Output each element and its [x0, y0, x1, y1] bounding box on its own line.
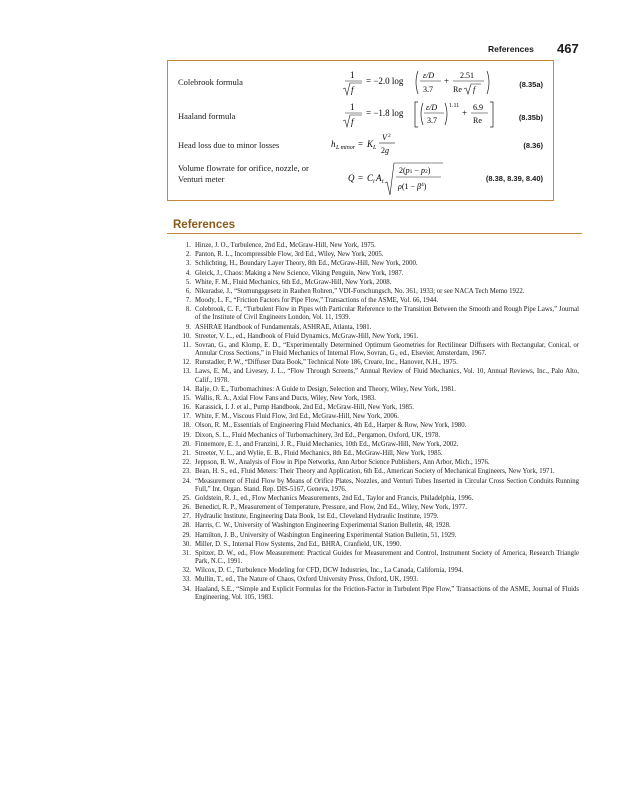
svg-text:2.51: 2.51 [460, 71, 474, 80]
svg-text:2(p1 − p2): 2(p1 − p2) [399, 166, 431, 175]
svg-text:ε/D: ε/D [426, 103, 438, 112]
reference-text: Karassick, I. J. et al., Pump Handbook, 2nd Ed., McGraw-Hill, New York, 1985. [195, 404, 414, 412]
equation-number: (8.36) [523, 141, 543, 150]
reference-number: 19. [182, 431, 191, 439]
svg-text:ε/D: ε/D [423, 71, 435, 80]
reference-item [173, 288, 579, 296]
reference-text: Wilcox, D. C., Turbulence Modeling for CFD, DCW Industries, Inc., La Canada, California, 1994. [195, 567, 464, 575]
reference-item [173, 495, 579, 503]
reference-item [173, 441, 579, 449]
svg-text:K: K [367, 139, 374, 149]
head-loss-equation [331, 133, 421, 157]
reference-text: Streeter, V. L., and Wylie, E. B., Fluid Mechanics, 8th Ed., McGraw-Hill, New York, 1985. [195, 450, 443, 458]
svg-text:i: i [373, 179, 375, 185]
reference-text: Hydraulic Institute, Engineering Data Book, 1st Ed., Cleveland Hydraulic Institute, 1979. [195, 513, 439, 521]
reference-text: White, F. M., Viscous Fluid Flow, 3rd Ed., McGraw-Hill, New York, 2006. [195, 413, 399, 421]
colebrook-equation [338, 69, 498, 99]
svg-text:2g: 2g [381, 146, 389, 155]
reference-number: 2. [185, 251, 191, 259]
reference-text: Nikuradse, J., “Stomungsgesetz in Rauhen Rohren,” VDI-Forschungsch, No. 361, 1933; or see NACA Tech Memo 1922. [195, 287, 525, 295]
reference-item [173, 368, 579, 384]
running-header-title: References [488, 44, 534, 54]
svg-text:= −1.8 log: = −1.8 log [366, 108, 404, 118]
reference-text: Laws, E. M., and Livesey, J. L., “Flow Through Screens,” Annual Review of Fluid Mechanics, Vol. 10, Annual Reviews, Inc., Palo Alto, Calif., 1978. [195, 368, 579, 384]
reference-number: 4. [185, 269, 191, 277]
svg-text:A: A [376, 173, 382, 183]
reference-item [173, 432, 579, 440]
reference-item [173, 251, 579, 259]
reference-item [173, 422, 579, 430]
svg-text:ρ(1 − β4): $\rho(1 - \beta^4)$ [398, 182, 427, 191]
reference-item [173, 522, 579, 530]
reference-item [173, 279, 579, 287]
reference-text: Miller, D. S., Internal Flow Systems, 2nd Ed., BHRA, Cranfield, UK, 1990. [195, 540, 402, 548]
reference-number: 7. [185, 297, 191, 305]
reference-number: 29. [182, 531, 191, 539]
references-divider [167, 233, 582, 234]
running-header [0, 41, 624, 58]
svg-text:=: = [358, 173, 364, 183]
reference-item [173, 260, 579, 268]
reference-item [173, 532, 579, 540]
references-heading: References [173, 219, 236, 231]
reference-number: 21. [182, 450, 191, 458]
reference-number: 23. [182, 468, 191, 476]
reference-number: 1. [185, 242, 191, 249]
reference-number: 8. [185, 306, 191, 314]
reference-text: Gleick, J., Chaos: Making a New Science, Viking Penguin, New York, 1987. [195, 269, 404, 277]
reference-item [173, 270, 579, 278]
reference-number: 22. [182, 459, 191, 467]
svg-text:=: = [358, 139, 364, 149]
formula-row-volume-flowrate [168, 161, 553, 197]
svg-text:C: C [367, 173, 374, 183]
reference-item [173, 586, 579, 602]
reference-item [173, 404, 579, 412]
reference-item [173, 504, 579, 512]
formula-name: Head loss due to minor losses [178, 140, 280, 150]
reference-text: Goldstein, R. J., ed., Flow Mechanics Measurements, 2nd Ed., Taylor and Francis, Philadelphia, 1996. [195, 494, 474, 502]
reference-item [173, 342, 579, 358]
reference-number: 14. [182, 385, 191, 393]
reference-number: 6. [185, 287, 191, 295]
reference-text: Olson, R. M., Essentials of Engineering Fluid Mechanics, 4th Ed., Harper & Row, New York, 1980. [195, 422, 467, 430]
reference-item [173, 450, 579, 458]
svg-text:2: 2 [388, 133, 391, 139]
reference-item [173, 567, 579, 575]
reference-item [173, 395, 579, 403]
reference-text: Bean, H. S., ed., Fluid Meters: Their Theory and Application, 6th Ed., American Society of Mechanical Engineers, New York, 1971. [195, 468, 555, 476]
reference-number: 10. [182, 332, 191, 340]
svg-text:L: L [373, 145, 377, 151]
reference-text: Panton, R. L., Incompressible Flow, 3rd Ed., Wiley, New York, 2005. [195, 251, 384, 259]
reference-item [173, 550, 579, 566]
reference-text: ASHRAE Handbook of Fundamentals, ASHRAE, Atlanta, 1981. [195, 323, 372, 331]
reference-number: 28. [182, 522, 191, 530]
reference-item [173, 541, 579, 549]
svg-text:f: f [351, 85, 354, 95]
formula-name: Haaland formula [178, 111, 236, 121]
reference-number: 17. [182, 413, 191, 421]
svg-text:3.7: 3.7 [423, 85, 433, 94]
reference-item [173, 359, 579, 367]
reference-number: 12. [182, 359, 191, 367]
svg-text:t: t [382, 179, 384, 185]
reference-number: 13. [182, 368, 191, 376]
reference-text: White, F. M., Fluid Mechanics, 6th Ed., McGraw-Hill, New York, 2008. [195, 278, 392, 286]
svg-text:Re: Re [473, 116, 482, 125]
reference-text: Schlichting, H., Boundary Layer Theory, 8th Ed., McGraw-Hill, New York, 2000. [195, 260, 418, 268]
reference-item [173, 576, 579, 584]
reference-text: Jeppson, R. W., Analysis of Flow in Pipe Networks, Ann Arbor Science Publishers, Ann Arbor, Mich., 1976. [195, 459, 490, 467]
formula-name: Colebrook formula [178, 77, 243, 87]
reference-item [173, 468, 579, 476]
reference-text: Balje, O. E., Turbomachines: A Guide to Design, Selection and Theory, Wiley, New York, 1981. [195, 385, 457, 393]
reference-number: 5. [185, 278, 191, 286]
svg-text:+: + [444, 76, 450, 86]
svg-text:Q: Q [348, 173, 355, 183]
reference-text: Moody, L. F., “Friction Factors for Pipe Flow,” Transactions of the ASME, Vol. 66, 1944. [195, 297, 439, 305]
reference-item [173, 324, 579, 332]
reference-text: Hinze, J. O., Turbulence, 2nd Ed., McGraw-Hill, New York, 1975. [195, 242, 376, 249]
reference-list [173, 242, 579, 603]
svg-text:3.7: 3.7 [427, 116, 437, 125]
haaland-equation [338, 101, 498, 131]
reference-number: 24. [182, 477, 191, 485]
svg-text:6.9: 6.9 [473, 103, 483, 112]
reference-number: 33. [182, 576, 191, 584]
reference-number: 15. [182, 394, 191, 402]
svg-text:f: f [351, 117, 354, 127]
formula-row-haaland [168, 101, 553, 131]
formula-row-head-loss [168, 133, 553, 157]
reference-item [173, 242, 579, 250]
reference-number: 32. [182, 567, 191, 575]
equation-number: (8.38, 8.39, 8.40) [485, 174, 543, 183]
equation-number: (8.35a) [519, 80, 543, 89]
svg-text:1.11: 1.11 [449, 103, 460, 109]
equation-number: (8.35b) [518, 113, 543, 122]
reference-item [173, 333, 579, 341]
flowrate-equation [348, 161, 448, 197]
reference-item [173, 413, 579, 421]
reference-text: Sovran, G., and Klomp, E. D., “Experimentally Determined Optimum Geometries for Rectilinear Diffusers with Rectangular, Conical, or Annular Cross Sections,” in Fluid Mechanics of Internal Flow, Sovran, G., ed., Elsevier, Amsterdam, 1967. [195, 341, 579, 358]
reference-text: Colebrook, C. F., “Turbulent Flow in Pipes with Particular Reference to the Transition Between the Smooth and Rough Pipe Laws,” Journal of the Institute of Civil Engineers London, Vol. 11, 1939. [195, 306, 579, 322]
formula-name: Volume flowrate for orifice, nozzle, or Venturi meter [178, 163, 309, 184]
reference-number: 11. [182, 341, 191, 349]
reference-item [173, 478, 579, 494]
reference-number: 31. [182, 550, 191, 557]
reference-text: Hamilton, J. B., University of Washington Engineering Experimental Station Bulletin, 51, 1929. [195, 531, 457, 539]
reference-text: Finnemore, E. J., and Franzini, J. R., Fluid Mechanics, 10th Ed., McGraw-Hill, New York, 2002. [195, 440, 459, 448]
reference-number: 9. [185, 323, 191, 331]
reference-item [173, 306, 579, 322]
page-number: 467 [557, 41, 579, 56]
svg-text:f: f [473, 85, 476, 94]
reference-number: 30. [182, 540, 191, 548]
reference-text: Mullin, T., ed., The Nature of Chaos, Oxford University Press, Oxford, UK, 1993. [195, 576, 419, 584]
reference-text: Wallis, R. A., Axial Flow Fans and Ducts, Wiley, New York, 1983. [195, 394, 376, 402]
svg-text:1: 1 [350, 70, 355, 80]
reference-text: Streeter, V. L., ed., Handbook of Fluid Dynamics, McGraw-Hill, New York, 1961. [195, 332, 419, 340]
reference-item [173, 297, 579, 305]
svg-text:1: 1 [350, 102, 355, 112]
reference-number: 20. [182, 440, 191, 448]
reference-number: 26. [182, 504, 191, 512]
svg-text:+: + [462, 108, 468, 118]
reference-item [173, 386, 579, 394]
reference-text: Dixon, S. L., Fluid Mechanics of Turbomachinery, 3rd Ed., Pergamon, Oxford, UK, 1978. [195, 431, 441, 439]
reference-number: 16. [182, 404, 191, 412]
reference-number: 27. [182, 513, 191, 521]
reference-number: 3. [185, 260, 191, 268]
formula-table [167, 60, 554, 201]
reference-text: Haaland, S.E., “Simple and Explicit Formulas for the Friction-Factor in Turbulent Pipe Flow,” Transactions of the ASME, Journal of Fluids Engineering, Vol. 105, 1983. [195, 585, 579, 601]
formula-row-colebrook [168, 69, 553, 99]
reference-text: “Measurement of Fluid Flow by Means of Orifice Plates, Nozzles, and Venturi Tubes Inserted in Circular Cross Section Conduits Running Full,” Int. Organ. Stand. Rep. DIS-5167, Geneva, 1976. [195, 477, 579, 493]
reference-number: 25. [182, 494, 191, 502]
reference-text: Harris, C. W., University of Washington Engineering Experimental Station Bulletin, 48, 1928. [195, 522, 451, 530]
reference-number: 18. [182, 422, 191, 430]
reference-item [173, 513, 579, 521]
reference-text: Benedict, R. P., Measurement of Temperature, Pressure, and Flow, 2nd Ed., Wiley, New York, 1977. [195, 504, 468, 512]
reference-item [173, 459, 579, 467]
svg-text:= −2.0 log: = −2.0 log [366, 76, 404, 86]
svg-text:Re: Re [453, 85, 462, 94]
reference-text: Runstadler, P. W., “Diffuser Data Book,” Technical Note 186, Creare, Inc., Hanover, N.H., 1975. [195, 359, 458, 367]
svg-text:L minor: L minor [336, 145, 356, 151]
svg-text:V: V [382, 133, 387, 142]
reference-number: 34. [182, 585, 191, 593]
reference-text: Spitzer, D. W., ed., Flow Measurement: Practical Guides for Measurement and Control, Instrument Society of America, Research Triangle Park, N.C., 1991. [195, 550, 579, 566]
svg-text:h: h [331, 139, 336, 149]
